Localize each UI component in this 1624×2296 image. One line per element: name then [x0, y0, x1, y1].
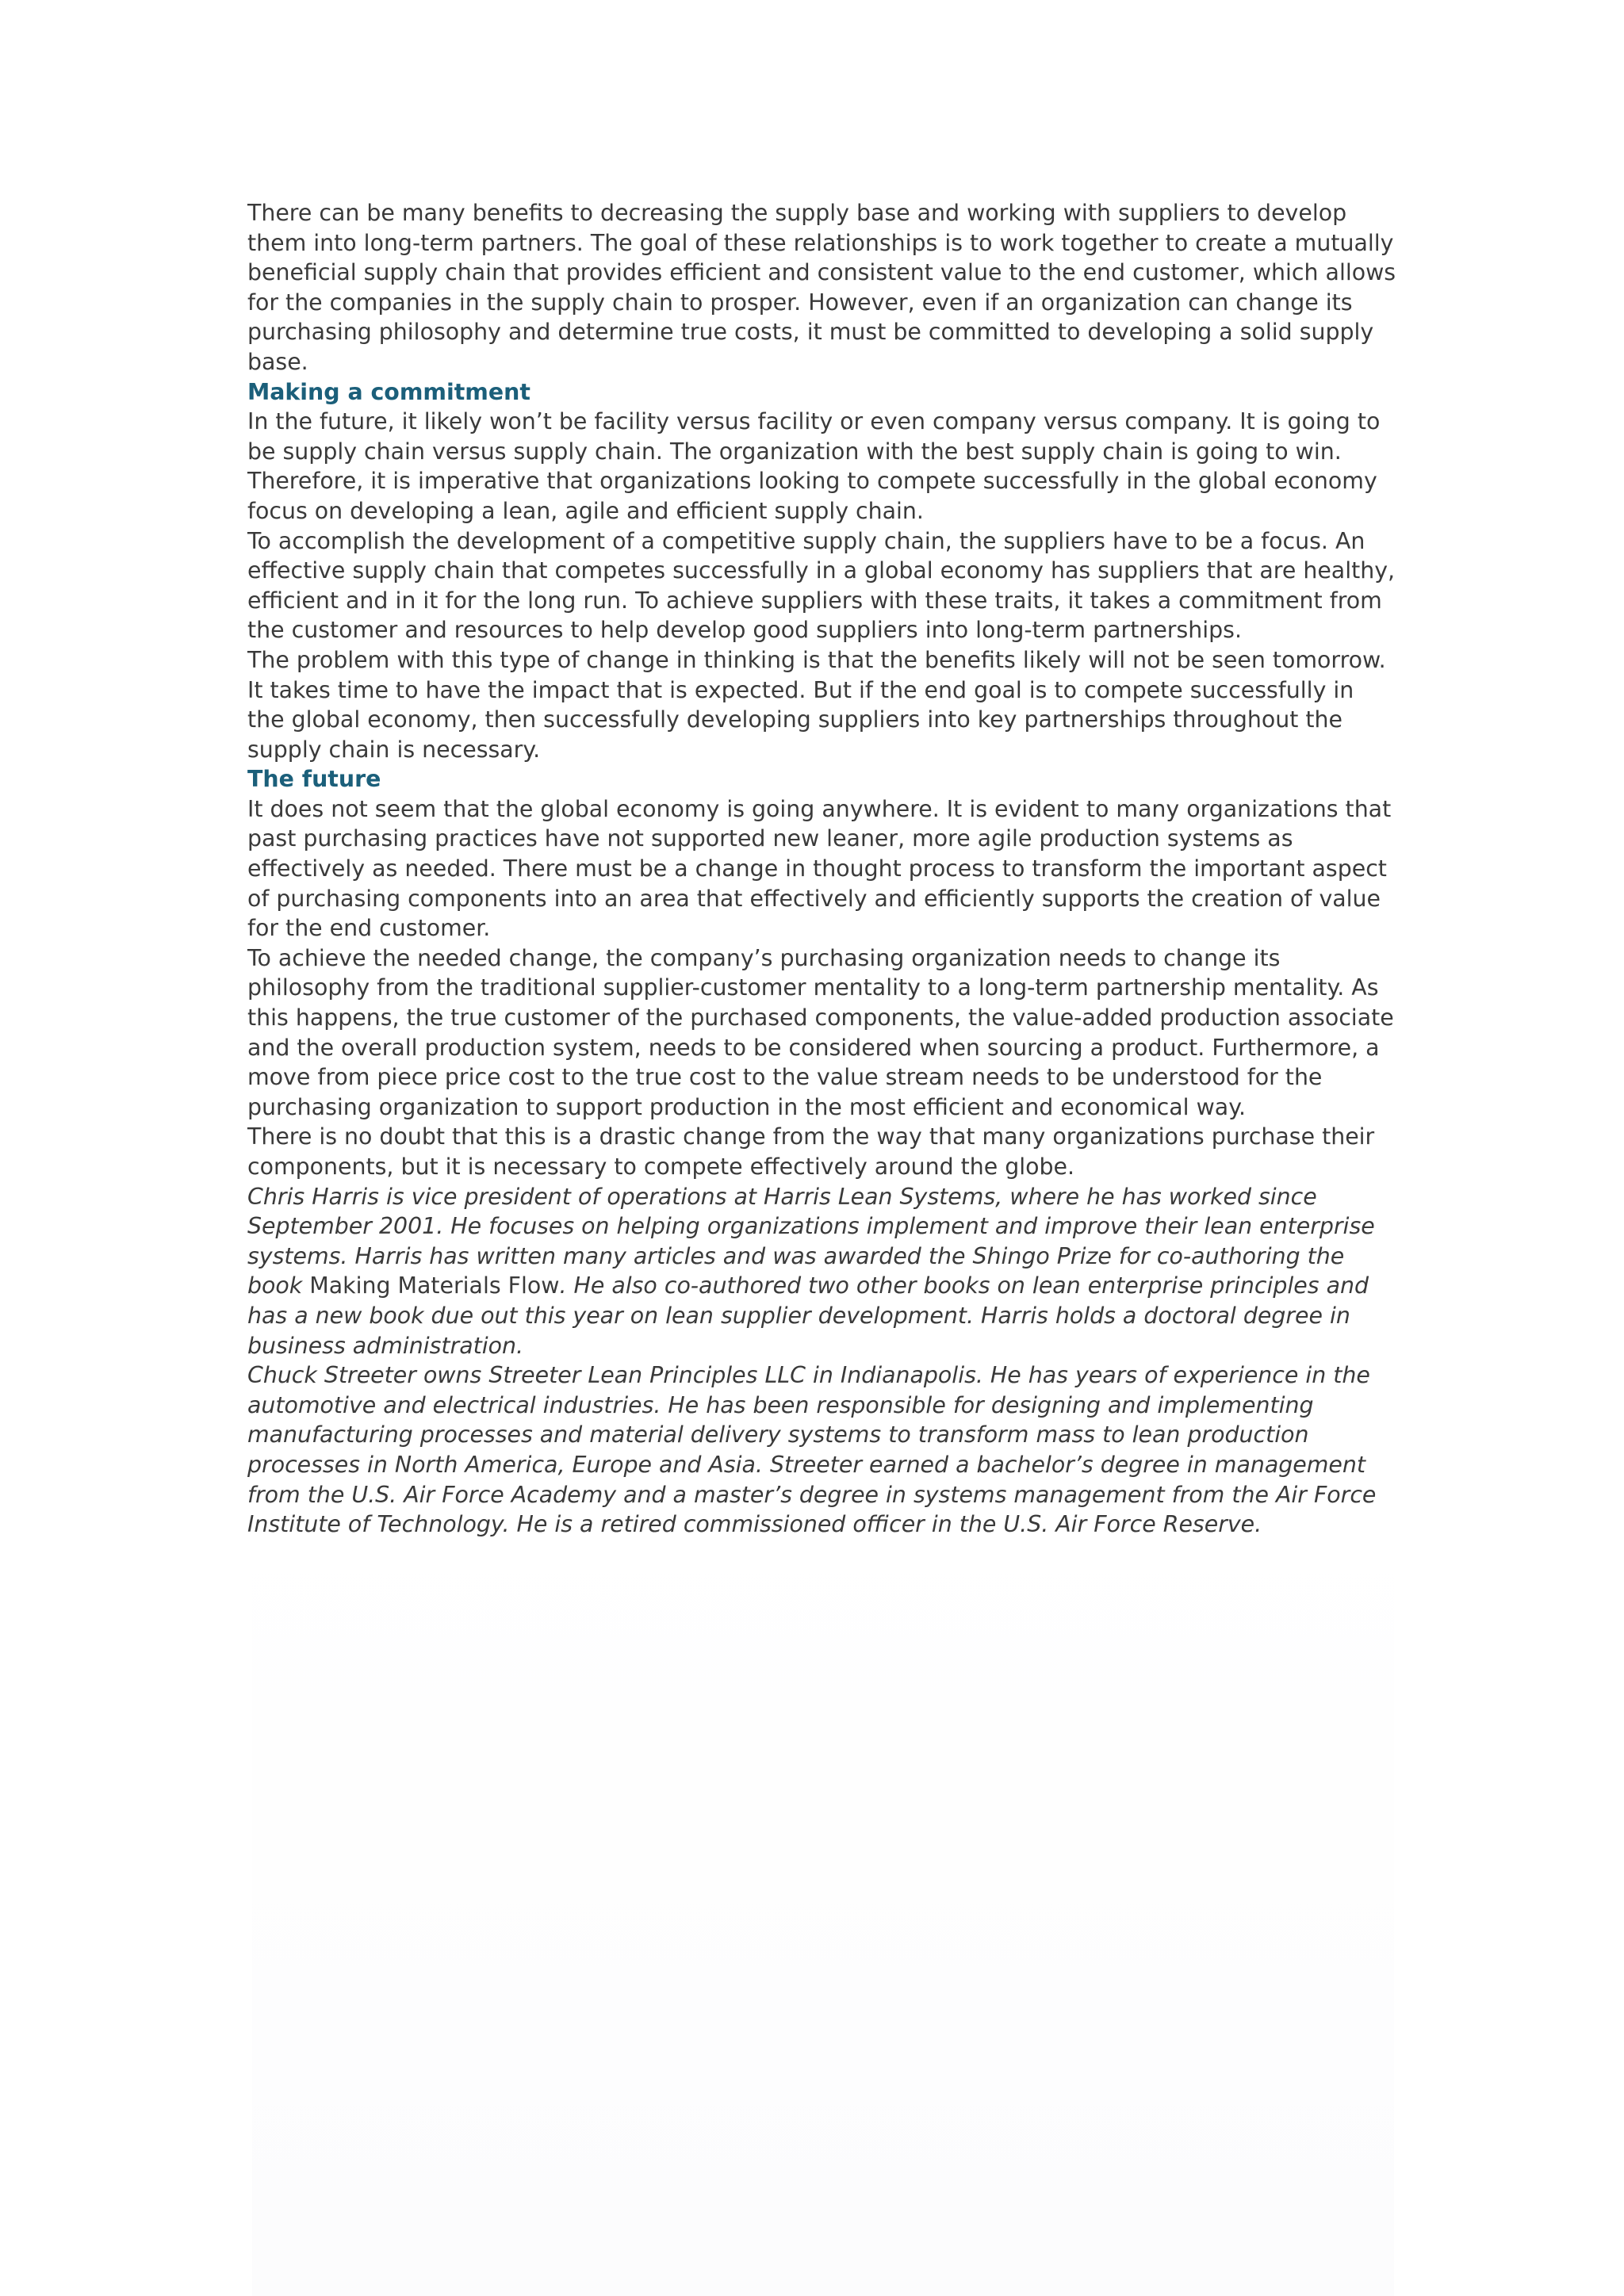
commitment-paragraph-1: In the future, it likely won’t be facility versus facility or even company versus company. It is going to be supply chain versus supply chain. The organization with the best supply chain is going to win. Therefore, it is imperative that organizations looking to compete successfully in the global economy focus on developing a lean, agile and efficient supply chain.	[247, 408, 1381, 524]
future-paragraph-3: There is no doubt that this is a drastic change from the way that many organizations purchase their components, but it is necessary to compete effectively around the globe.	[247, 1123, 1375, 1180]
book-title: Making Materials Flow	[309, 1272, 560, 1299]
commitment-paragraph-3: The problem with this type of change in thinking is that the benefits likely will not be seen tomorrow. It takes time to have the impact that is expected. But if the end goal is to compete successfully in the global economy, then successfully developing suppliers into key partnerships throughout the supply chain is necessary.	[247, 646, 1386, 763]
commitment-paragraph-2: To accomplish the development of a competitive supply chain, the suppliers have to be a focus. An effective supply chain that competes successfully in a global economy has suppliers that are healthy, efficient and in it for the long run. To achieve suppliers with these traits, it takes a commitment from the customer and resources to help develop good suppliers into long-term partnerships.	[247, 527, 1396, 644]
author-bio-harris	[247, 1182, 1397, 1361]
author-bio-streeter: Chuck Streeter owns Streeter Lean Principles LLC in Indianapolis. He has years of experience in the automotive and electrical industries. He has been responsible for designing and implementing manufacturing processes and material delivery systems to transform mass to lean production processes in North America, Europe and Asia. Streeter earned a bachelor’s degree in management from the U.S. Air Force Academy and a master’s degree in systems management from the Air Force Institute of Technology. He is a retired commissioned officer in the U.S. Air Force Reserve.	[247, 1362, 1377, 1538]
future-paragraph-2: To achieve the needed change, the company’s purchasing organization needs to change its philosophy from the traditional supplier-customer mentality to a long-term partnership mentality. As this happens, the true customer of the purchased components, the value-added production associate and the overall production system, needs to be considered when sourcing a product. Furthermore, a move from piece price cost to the true cost to the value stream needs to be understood for the purchasing organization to support production in the most efficient and economical way.	[247, 944, 1394, 1120]
article-body	[247, 198, 1397, 1540]
page-shading	[252, 1506, 1394, 2296]
future-paragraph-1: It does not seem that the global economy is going anywhere. It is evident to many organizations that past purchasing practices have not supported new leaner, more agile production systems as effectively as needed. There must be a change in thought process to transform the important aspect of purchasing components into an area that effectively and efficiently supports the creation of value for the end customer.	[247, 795, 1392, 942]
harris-bio-text-1: Chris Harris is vice president of operations at Harris Lean Systems, where he has worked since September 2001. He focuses on helping organizations implement and improve their lean enterprise systems. Harris has written many articles and was awarded the Shingo Prize for co-authoring the book	[247, 1183, 1375, 1299]
intro-paragraph: There can be many benefits to decreasing the supply base and working with suppliers to develop them into long-term partners. The goal of these relationships is to work together to create a mutually beneficial supply chain that provides efficient and consistent value to the end customer, which allows for the companies in the supply chain to prosper. However, even if an organization can change its purchasing philosophy and determine true costs, it must be committed to developing a solid supply base.	[247, 200, 1396, 375]
harris-bio-text-2: . He also co-authored two other books on lean enterprise principles and has a new book due out this year on lean supplier development. Harris holds a doctoral degree in business administration.	[247, 1272, 1369, 1359]
section-heading-commitment: Making a commitment	[247, 378, 530, 405]
section-heading-future: The future	[247, 766, 381, 793]
